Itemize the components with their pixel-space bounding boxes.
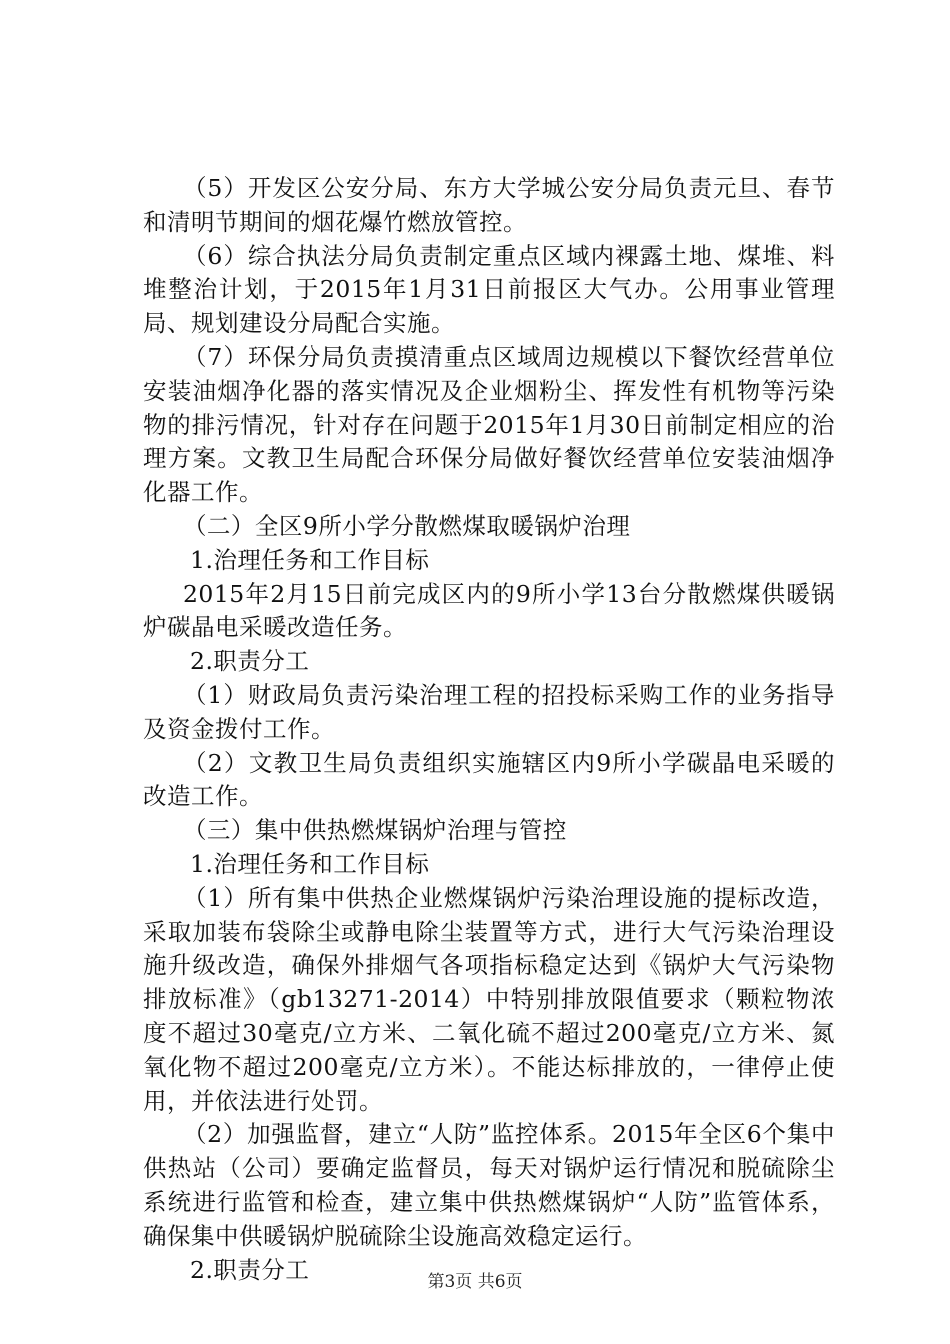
subheading-task-goals-1: 1.治理任务和工作目标: [190, 545, 430, 574]
document-body: [143, 172, 835, 1287]
section-heading-central-heating: （三）集中供热燃煤锅炉治理与管控: [182, 816, 567, 845]
subheading-task-goals-2: 1.治理任务和工作目标: [190, 849, 430, 878]
subheading-duties-1: 2.职责分工: [190, 647, 310, 676]
page-footer: [0, 1272, 950, 1292]
section-heading-school-boilers: （二）全区9所小学分散燃煤取暖锅炉治理: [182, 511, 631, 540]
paragraph-boiler-upgrade: （1）所有集中供热企业燃煤锅炉污染治理设施的提标改造，采取加装布袋除尘或静电除尘装置等方式，进行大气污染治理设施升级改造，确保外排烟气各项指标稳定达到《锅炉大气污染物排放标准》（gb13271-2014）中特别排放限值要求（颗粒物浓度不超过30毫克/立方米、二氧化硫不超过200毫克/立方米、氮氧化物不超过200毫克/立方米）。不能达标排放的，一律停止使用，并依法进行处罚。: [143, 883, 835, 1115]
paragraph-environmental-bureau: （7）环保分局负责摸清重点区域周边规模以下餐饮经营单位安装油烟净化器的落实情况及企业烟粉尘、挥发性有机物等污染物的排污情况，针对存在问题于2015年1月30日前制定相应的治理方案。文教卫生局配合环保分局做好餐饮经营单位安装油烟净化器工作。: [143, 342, 835, 507]
paragraph-education-health-bureau: （2）文教卫生局负责组织实施辖区内9所小学碳晶电采暖的改造工作。: [143, 748, 835, 811]
paragraph-finance-bureau: （1）财政局负责污染治理工程的招投标采购工作的业务指导及资金拨付工作。: [143, 680, 835, 743]
page-number-label: 第3页 共6页: [427, 1272, 523, 1292]
paragraph-public-security: （5）开发区公安分局、东方大学城公安分局负责元旦、春节和清明节期间的烟花爆竹燃放管控。: [143, 174, 835, 236]
paragraph-school-boiler-task: 2015年2月15日前完成区内的9所小学13台分散燃煤供暖锅炉碳晶电采暖改造任务。: [143, 579, 835, 642]
paragraph-supervision-system: （2）加强监督，建立“人防”监控体系。2015年全区6个集中供热站（公司）要确定监督员，每天对锅炉运行情况和脱硫除尘系统进行监管和检查，建立集中供热燃煤锅炉“人防”监管体系，确保集中供暖锅炉脱硫除尘设施高效稳定运行。: [143, 1120, 835, 1250]
paragraph-law-enforcement: （6）综合执法分局负责制定重点区域内裸露土地、煤堆、料堆整治计划，于2015年1月31日前报区大气办。公用事业管理局、规划建设分局配合实施。: [143, 241, 835, 338]
subheading-duties-2: 2.职责分工: [190, 1255, 310, 1284]
